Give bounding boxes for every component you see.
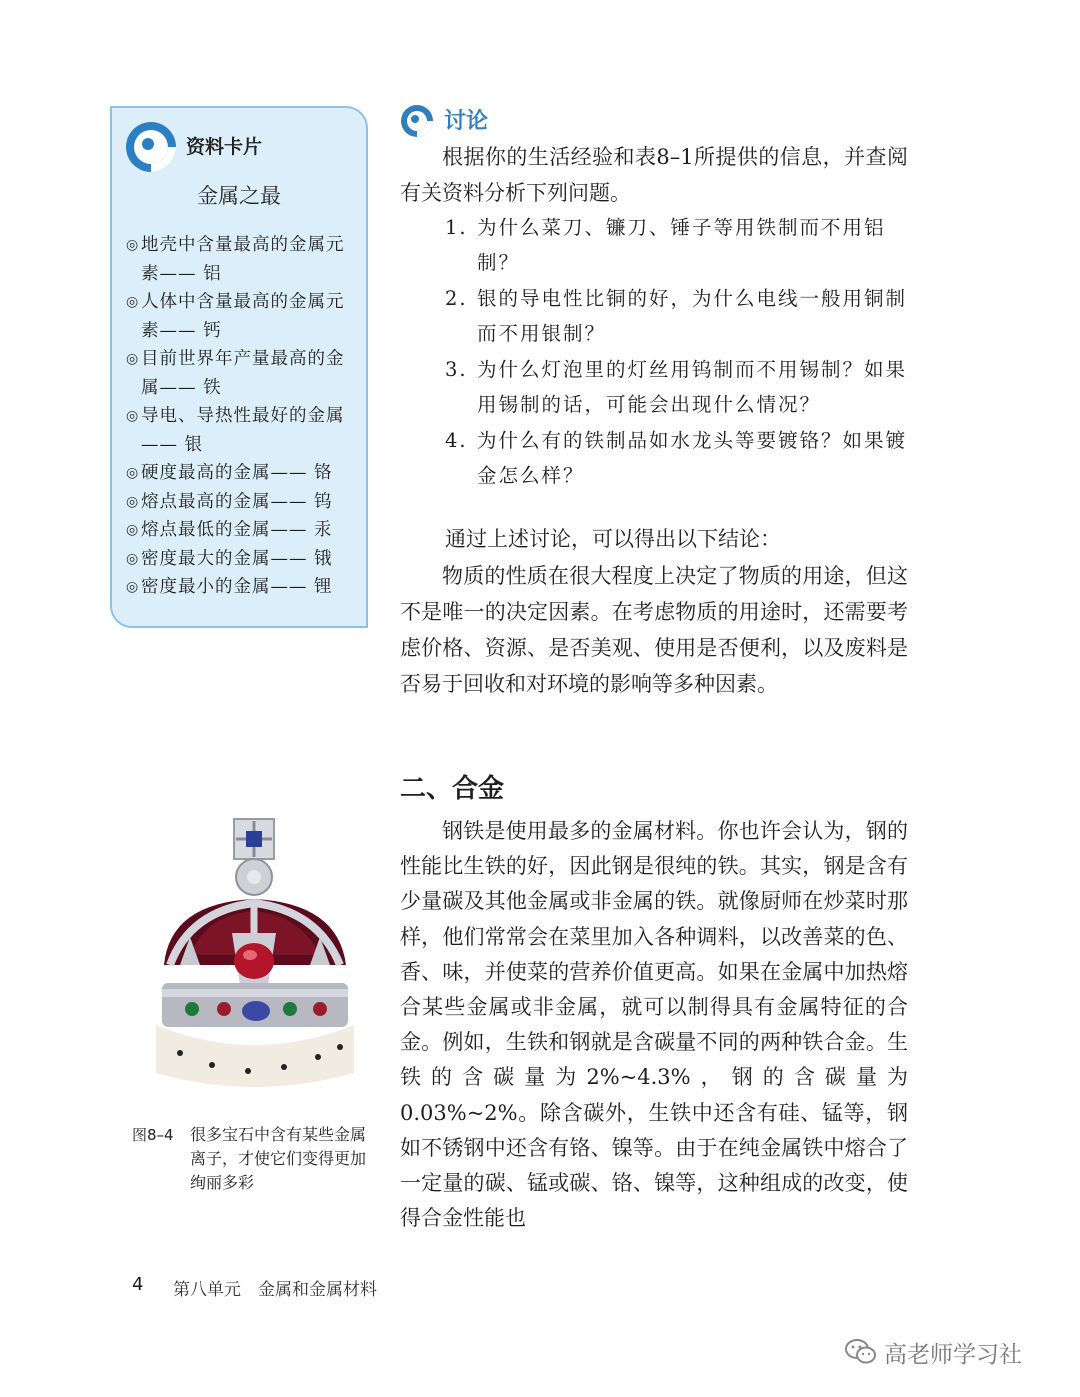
info-card-list: [126, 231, 362, 602]
list-item: ◎ 地壳中含量最高的金属元素—— 铝: [126, 231, 362, 288]
list-item: ◎ 目前世界年产量最高的金属—— 铁: [126, 345, 362, 402]
figure-label: 图8–4: [132, 1126, 174, 1144]
list-item: ◎ 密度最小的金属—— 锂: [126, 573, 362, 602]
bullet-icon: ◎: [126, 579, 140, 595]
bullet-icon: ◎: [126, 351, 140, 367]
list-item: ◎ 人体中含量最高的金属元素—— 钙: [126, 288, 362, 345]
page-number: 4: [132, 1274, 144, 1295]
discussion-title: 讨论: [444, 109, 489, 134]
list-item: ◎ 导电、导热性最好的金属—— 银: [126, 402, 362, 459]
question-item: 3. 为什么灯泡里的灯丝用钨制而不用锡制？如果用锡制的话，可能会出现什么情况？: [445, 358, 908, 416]
discussion-intro: 根据你的生活经验和表8–1所提供的信息，并查阅有关资料分析下列问题。: [400, 145, 908, 205]
watermark-text: 高老师学习社: [884, 1342, 1022, 1368]
wechat-icon: [845, 1338, 877, 1366]
crown-image: [150, 815, 360, 1115]
list-item: ◎ 硬度最高的金属—— 铬: [126, 459, 362, 488]
bullet-icon: ◎: [126, 522, 140, 538]
question-item: 1. 为什么菜刀、镰刀、锤子等用铁制而不用铝制？: [445, 216, 886, 274]
bullet-icon: ◎: [126, 465, 140, 481]
conclusion-paragraph: 物质的性质在很大程度上决定了物质的用途，但这不是唯一的决定因素。在考虑物质的用途时，还需要考虑价格、资源、是否美观、使用是否便利，以及废料是否易于回收和对环境的影响等多种因素。: [400, 564, 908, 696]
bullet-icon: ◎: [126, 408, 140, 424]
figure-caption-text: 很多宝石中含有某些金属离子，才使它们变得更加绚丽多彩: [190, 1125, 367, 1192]
info-card-title: 金属之最: [197, 184, 281, 208]
section-title: 二、合金: [400, 774, 505, 804]
bullet-icon: ◎: [126, 237, 140, 253]
section-body: 钢铁是使用最多的金属材料。你也许会认为，钢的性能比生铁的好，因此钢是很纯的铁。其实，钢是含有少量碳及其他金属或非金属的铁。就像厨师在炒菜时那样，他们常常会在菜里加入各种调料，以改善菜的色、香、味，并使菜的营养价值更高。如果在金属中加热熔合某些金属或非金属，就可以制得具有金属特征的合金。例如，生铁和钢就是含碳量不同的两种铁合金。生铁的含碳量为2%~4.3%，钢的含碳量为0.03%~2%。除含碳外，生铁中还含有硅、锰等，钢如不锈钢中还含有铬、镍等。由于在纯金属铁中熔合了一定量的碳、锰或碳、铬、镍等，这种组成的改变，使得合金性能也: [400, 819, 908, 1231]
info-card-label: 资料卡片: [186, 136, 263, 158]
bullet-icon: ◎: [126, 493, 140, 510]
bullet-icon: ◎: [126, 294, 140, 310]
list-item: ◎ 熔点最高的金属—— 钨: [126, 488, 362, 517]
list-item: ◎ 密度最大的金属—— 锇: [126, 545, 362, 574]
bullet-icon: ◎: [126, 550, 140, 567]
info-card-logo-icon: [124, 120, 178, 174]
chapter-title: 第八单元 金属和金属材料: [173, 1280, 377, 1300]
conclusion-lead: 通过上述讨论，可以得出以下结论：: [445, 527, 781, 551]
discussion-icon: [400, 104, 434, 138]
list-item: ◎ 熔点最低的金属—— 汞: [126, 516, 362, 545]
figure-caption: [132, 1123, 372, 1195]
question-item: 2. 银的导电性比铜的好，为什么电线一般用铜制而不用银制？: [445, 287, 908, 345]
question-item: 4. 为什么有的铁制品如水龙头等要镀铬？如果镀金怎么样？: [445, 429, 908, 487]
